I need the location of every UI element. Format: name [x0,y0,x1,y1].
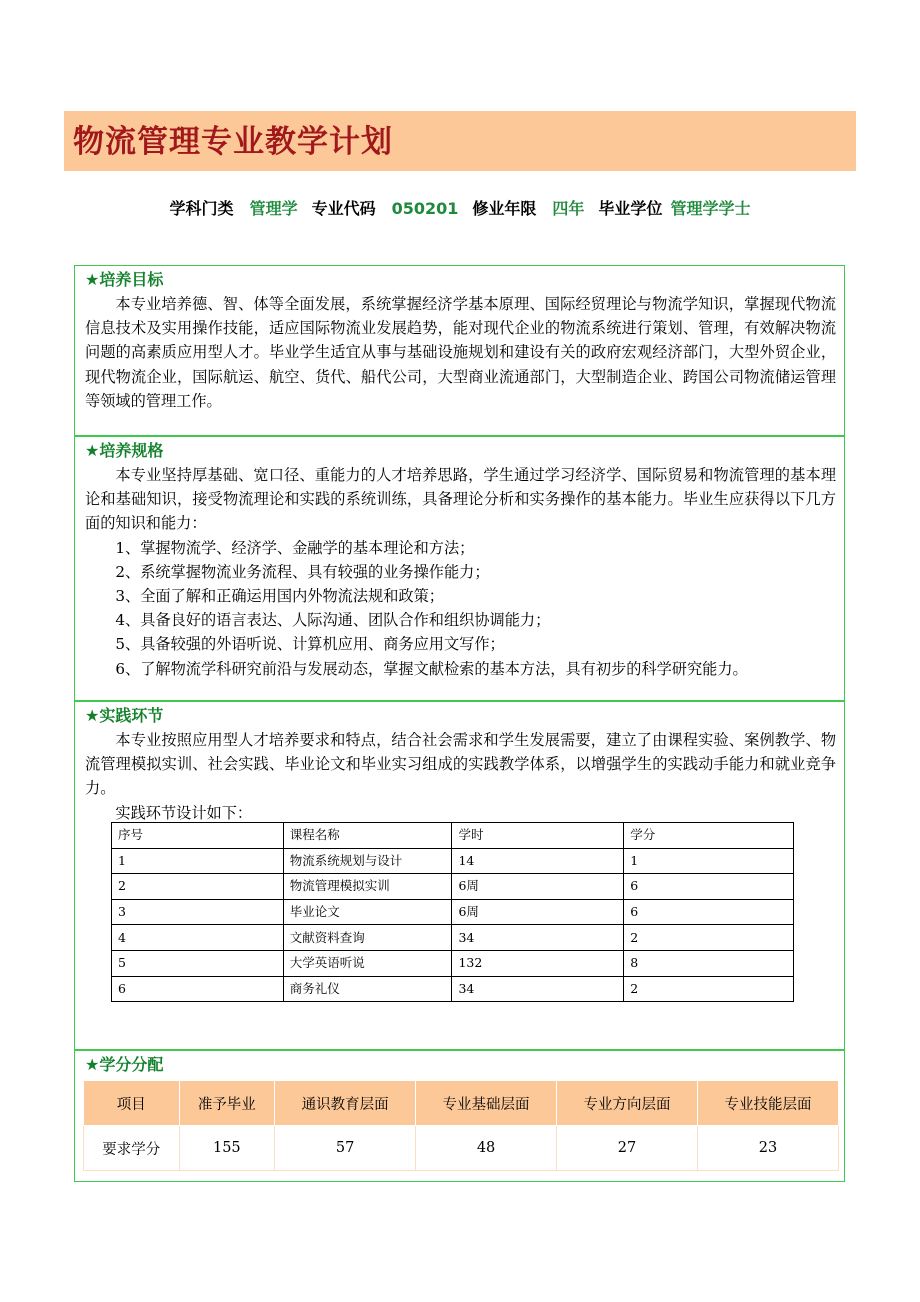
table-cell: 8 [624,950,794,976]
practice-text: 本专业按照应用型人才培养要求和特点，结合社会需求和学生发展需要，建立了由课程实验、案例教学、物流管理模拟实训、社会实践、毕业论文和毕业实习组成的实践教学体系，以增强学生的实践动手能力和就业竞争力。 [85,731,836,798]
practice-section [74,701,845,1050]
column-header: 项目 [84,1081,180,1126]
table-cell: 6周 [452,874,624,900]
spec-text: 本专业坚持厚基础、宽口径、重能力的人才培养思路，学生通过学习经济学、国际贸易和物流管理的基本理论和基础知识，接受物流理论和实践的系统训练，具备理论分析和实务操作的基本能力。毕业生应获得以下几方面的知识和能力： [85,466,836,533]
spec-item: 1、掌握物流学、经济学、金融学的基本理论和方法； [115,538,475,557]
table-cell: 物流系统规划与设计 [283,848,452,874]
table-cell: 3 [112,899,284,925]
major-code-label: 专业代码 [311,199,376,218]
table-cell: 5 [112,950,284,976]
credit-heading: ★学分分配 [85,1055,164,1074]
column-header: 序号 [112,823,284,849]
table-row [112,950,794,976]
table-cell: 48 [416,1126,557,1171]
table-cell: 6 [112,976,284,1002]
table-header-row [84,1081,839,1126]
table-cell: 物流管理模拟实训 [283,874,452,900]
degree-value: 管理学学士 [670,199,751,218]
table-row [112,925,794,951]
table-row [112,848,794,874]
spec-item: 5、具备较强的外语听说、计算机应用、商务应用文写作； [115,635,505,654]
table-row [112,874,794,900]
spec-heading: ★培养规格 [85,441,164,460]
column-header: 学时 [452,823,624,849]
credit-section [74,1050,845,1182]
column-header: 学分 [624,823,794,849]
table-row [112,899,794,925]
discipline-value: 管理学 [249,199,298,218]
practice-intro: 实践环节设计如下： [115,803,253,822]
goal-section [74,265,845,436]
table-cell: 2 [112,874,284,900]
major-code-value: 050201 [391,199,459,218]
table-cell: 6 [624,874,794,900]
table-row [112,976,794,1002]
title-banner [64,111,856,171]
column-header: 专业方向层面 [557,1081,698,1126]
table-cell: 文献资料查询 [283,925,452,951]
table-cell: 27 [557,1126,698,1171]
column-header: 课程名称 [283,823,452,849]
duration-label: 修业年限 [472,199,537,218]
table-cell: 要求学分 [84,1126,180,1171]
table-cell: 155 [179,1126,275,1171]
spec-item: 2、系统掌握物流业务流程、具有较强的业务操作能力； [115,562,490,581]
goal-text: 本专业培养德、智、体等全面发展，系统掌握经济学基本原理、国际经贸理论与物流学知识，掌握现代物流信息技术及实用操作技能，适应国际物流业发展趋势，能对现代企业的物流系统进行策划、管理，有效解决物流问题的高素质应用型人才。毕业学生适宜从事与基础设施规划和建设有关的政府宏观经济部门，大型外贸企业，现代物流企业，国际航运、航空、货代、船代公司，大型商业流通部门，大型制造企业、跨国公司物流储运管理等领域的管理工作。 [85,295,836,410]
table-cell: 6 [624,899,794,925]
degree-label: 毕业学位 [598,199,663,218]
table-cell: 4 [112,925,284,951]
table-cell: 6周 [452,899,624,925]
spec-item: 6、了解物流学科研究前沿与发展动态，掌握文献检索的基本方法，具有初步的科学研究能力。 [115,659,748,678]
column-header: 专业技能层面 [698,1081,839,1126]
page-title: 物流管理专业教学计划 [73,124,393,160]
column-header: 通识教育层面 [275,1081,416,1126]
table-cell: 132 [452,950,624,976]
table-cell: 34 [452,925,624,951]
table-cell: 商务礼仪 [283,976,452,1002]
table-cell: 1 [112,848,284,874]
spec-section [74,436,845,701]
table-cell: 毕业论文 [283,899,452,925]
table-header-row [112,823,794,849]
credit-table [83,1080,839,1171]
program-meta [0,196,920,219]
table-cell: 1 [624,848,794,874]
table-cell: 2 [624,976,794,1002]
table-cell: 57 [275,1126,416,1171]
column-header: 专业基础层面 [416,1081,557,1126]
table-cell: 2 [624,925,794,951]
practice-heading: ★实践环节 [85,706,164,725]
column-header: 准予毕业 [179,1081,275,1126]
table-cell: 大学英语听说 [283,950,452,976]
spec-item: 4、具备良好的语言表达、人际沟通、团队合作和组织协调能力； [115,611,551,630]
table-cell: 23 [698,1126,839,1171]
spec-item: 3、全面了解和正确运用国内外物流法规和政策； [115,587,444,606]
table-cell: 34 [452,976,624,1002]
goal-heading: ★培养目标 [85,270,164,289]
duration-value: 四年 [552,199,585,218]
discipline-label: 学科门类 [169,199,234,218]
table-cell: 14 [452,848,624,874]
table-row [84,1126,839,1171]
practice-table [111,822,794,1002]
